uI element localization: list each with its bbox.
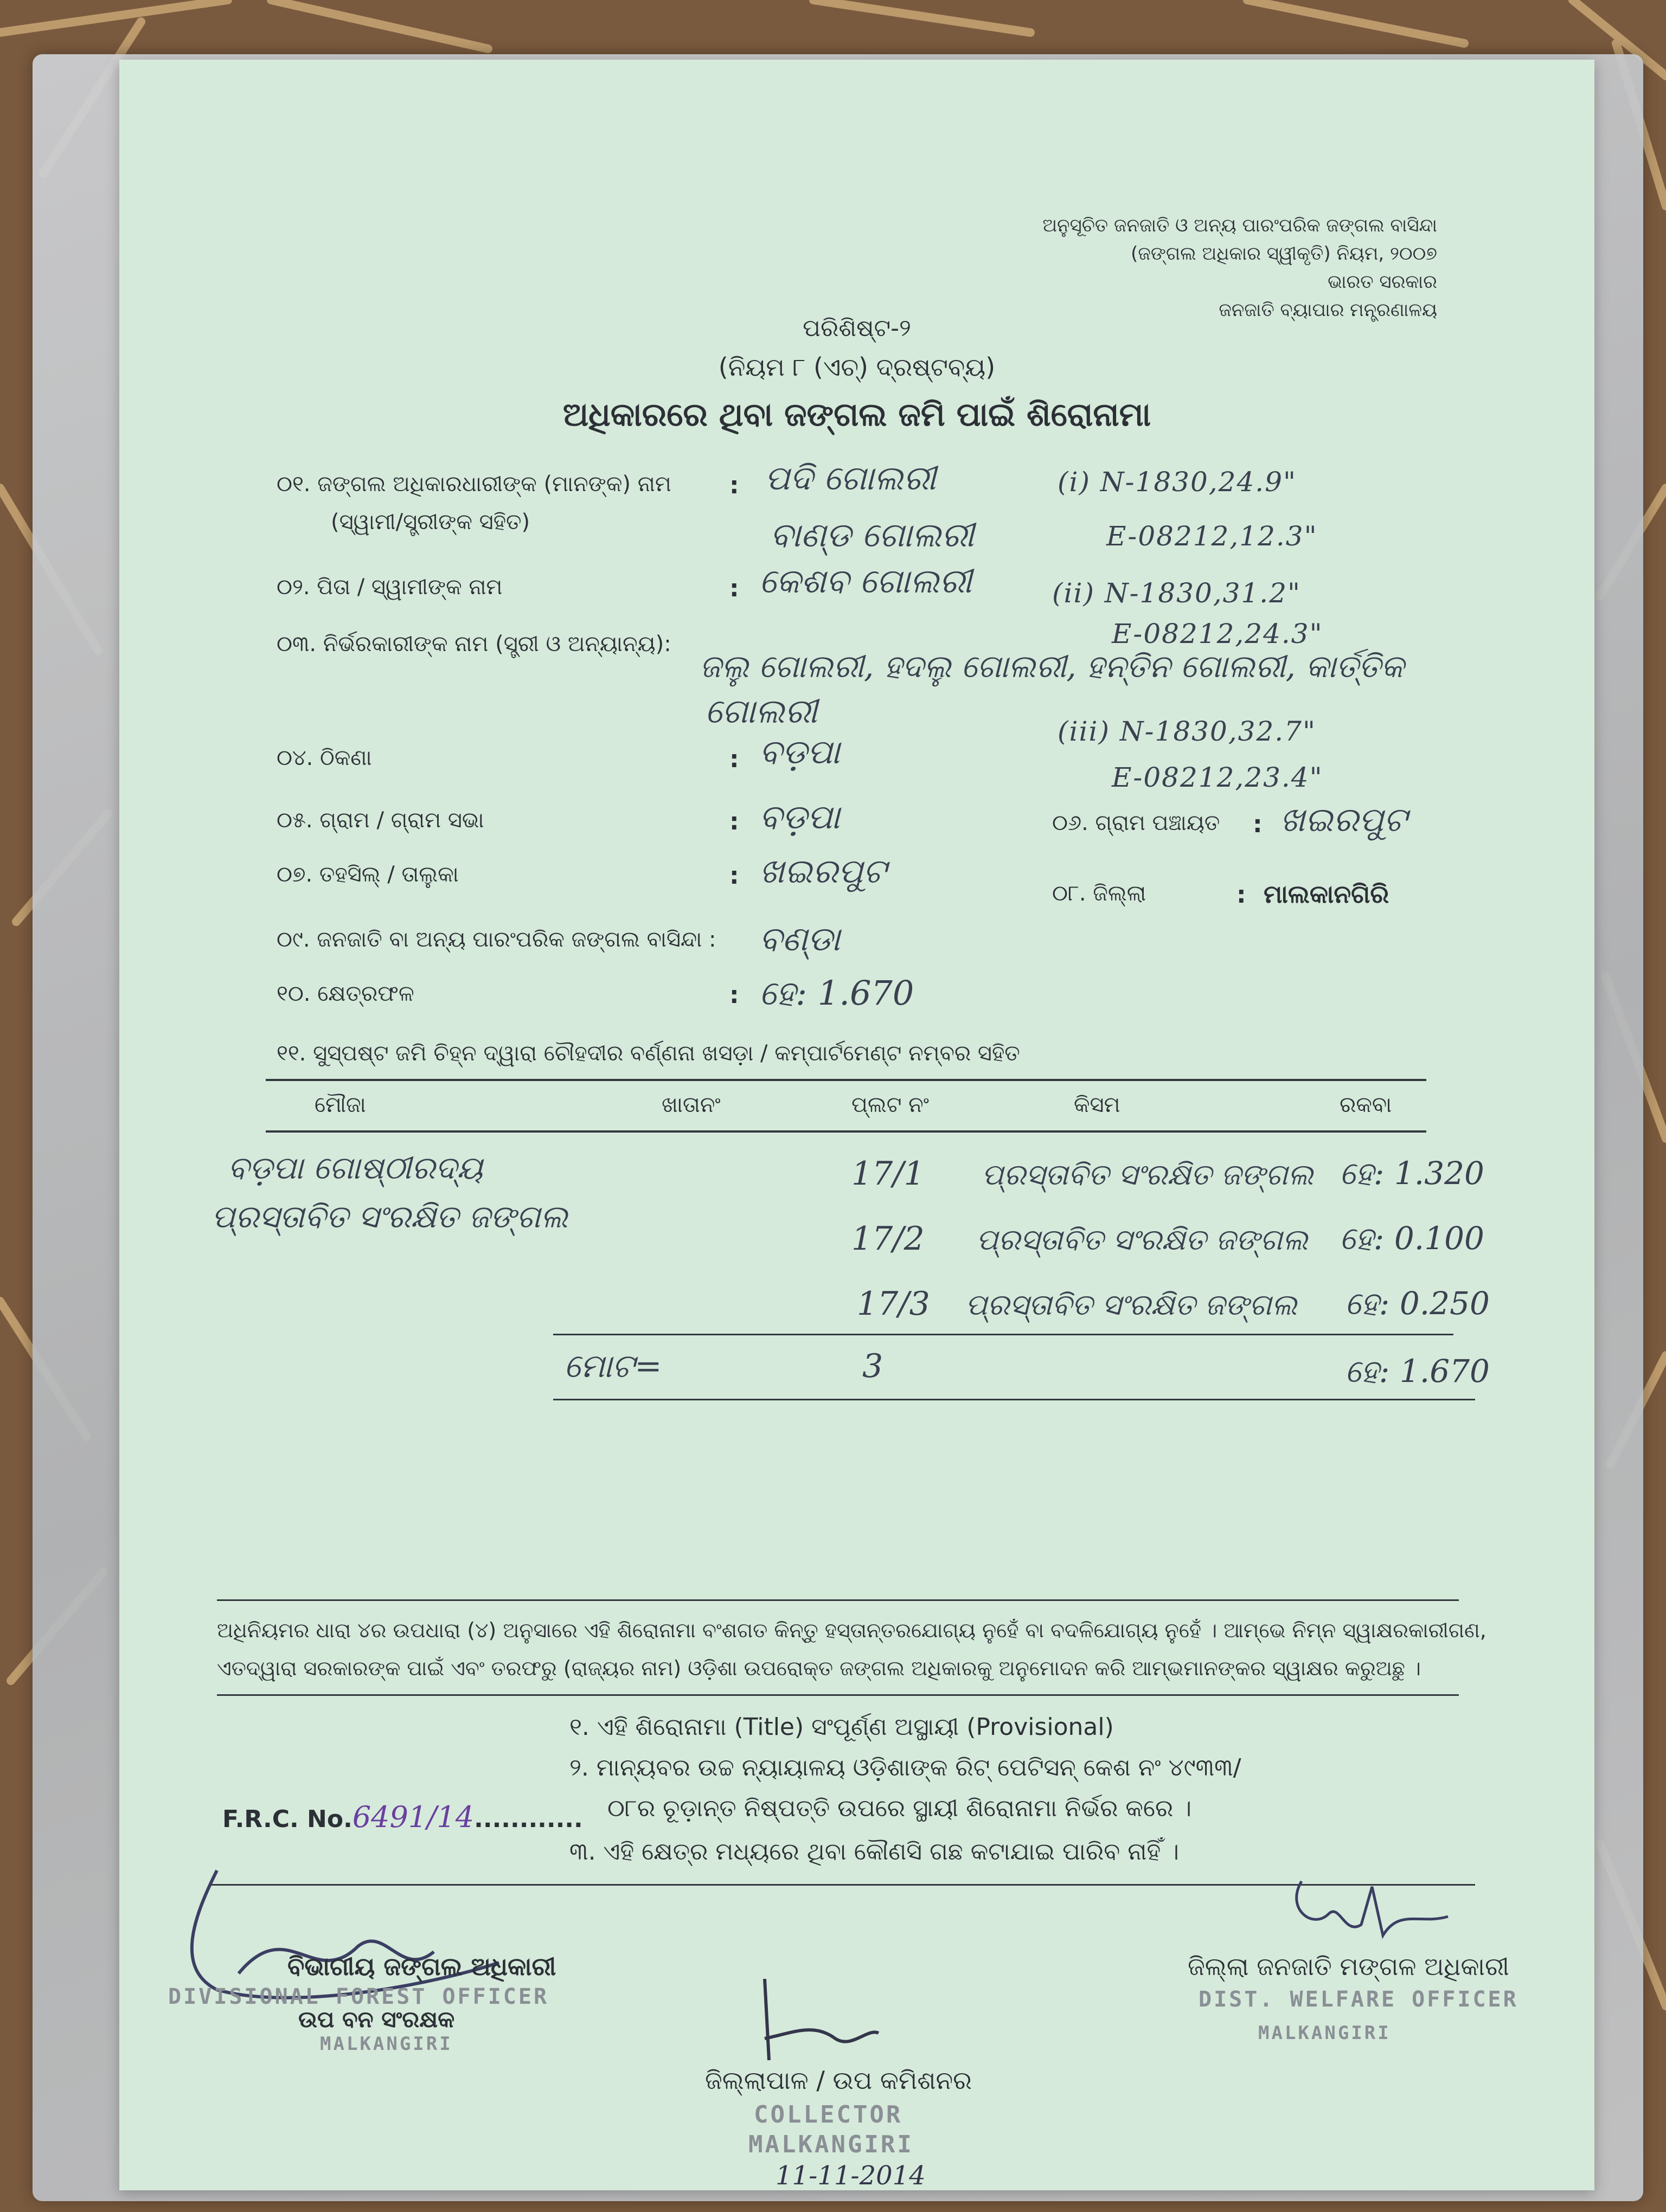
field-label-tehsil: ୦୭. ତହସିଲ୍ / ତାଲୁକା	[277, 862, 459, 887]
total-bottom-rule	[553, 1399, 1475, 1400]
table-header-mouza: ମୌଜା	[315, 1092, 366, 1117]
coord-n-2: (ii) N-1830,31.2"	[1052, 577, 1301, 609]
note-2: ୨. ମାନ୍ୟବର ଉଚ୍ଚ ନ୍ୟାୟାଳୟ ଓଡ଼ିଶାଙ୍କ ରିଟ୍ ପେଟିସନ୍ କେଶ ନଂ ୪୯୩୩/	[569, 1754, 1241, 1782]
signatory-left-title: ବିଭାଗୀୟ ଜଙ୍ଗଲ ଅଧିକାରୀ	[287, 1952, 556, 1981]
table-header-area: ରକବା	[1340, 1092, 1392, 1117]
table-top-rule	[266, 1079, 1426, 1081]
coord-n-1: (i) N-1830,24.9"	[1058, 466, 1297, 498]
act-name-line1: ଅନୁସୂଚିତ ଜନଜାତି ଓ ଅନ୍ୟ ପାରଂପରିକ ଜଙ୍ଗଲ ବାସିନ୍ଦା	[1042, 215, 1437, 236]
field-value-dependents-2: ଗୋଲରୀ	[705, 691, 818, 731]
field-value-holder: ପଦି ଗୋଲରୀ	[765, 458, 937, 498]
stamp-left-2: MALKANGIRI	[320, 2033, 453, 2055]
field-label-community: ୦୯. ଜନଜାତି ବା ଅନ୍ୟ ପାରଂପରିକ ଜଙ୍ଗଲ ବାସିନ୍ଦା :	[277, 927, 716, 952]
colon: :	[729, 745, 739, 773]
table-row-area: ହେ: 0.250	[1345, 1285, 1490, 1322]
colon: :	[1236, 881, 1246, 909]
signature-date: 11-11-2014	[776, 2160, 926, 2191]
rule-reference: (ନିୟମ ୮ (ଏଚ୍) ଦ୍ରଷ୍ଟବ୍ୟ)	[718, 352, 996, 382]
stamp-right-2: MALKANGIRI	[1258, 2022, 1391, 2044]
table-header-plot: ପ୍ଲଟ ନଂ	[851, 1092, 929, 1117]
table-row-plot: 17/2	[851, 1220, 925, 1258]
frc-number-field	[222, 1800, 583, 1834]
act-name-line2: (ଜଙ୍ଗଲ ଅଧିକାର ସ୍ୱୀକୃତି) ନିୟମ, ୨୦୦୭	[1131, 243, 1437, 265]
colon: :	[729, 808, 739, 835]
field-value-address: ବଡ଼ପା	[759, 732, 840, 771]
table-header-kisam: କିସମ	[1074, 1092, 1120, 1117]
field-value-community: ବଣ୍ଡା	[759, 919, 841, 959]
coord-e-3: E-08212,23.4"	[1112, 762, 1323, 793]
declaration-top-rule	[217, 1599, 1459, 1601]
note-2-cont: ୦୮ର ଚୂଡ଼ାନ୍ତ ନିଷ୍ପତ୍ତି ଉପରେ ସ୍ଥାୟୀ ଶିରୋନାମା ନିର୍ଭର କରେ ।	[607, 1795, 1192, 1822]
table-header-rule	[266, 1130, 1426, 1133]
table-header-khata: ଖାତାନଂ	[662, 1092, 721, 1117]
stamp-center: COLLECTOR	[754, 2101, 903, 2129]
table-total-area: ହେ: 1.670	[1345, 1353, 1490, 1390]
government-name: ଭାରତ ସରକାର	[1328, 271, 1437, 293]
table-row-area: ହେ: 0.100	[1340, 1220, 1484, 1257]
field-label-dependents: ୦୩. ନିର୍ଭରକାରୀଙ୍କ ନାମ (ସ୍ତ୍ରୀ ଓ ଅନ୍ୟାନ୍ୟ):	[277, 632, 671, 657]
signatory-left-subtitle: ଉପ ବନ ସଂରକ୍ଷକ	[298, 2006, 455, 2033]
act-header-block	[1042, 211, 1437, 324]
note-1: ୧. ଏହି ଶିରୋନାମା (Title) ସଂପୂର୍ଣ୍ଣ ଅସ୍ଥାୟୀ (Provisional)	[569, 1713, 1114, 1741]
field-value-tehsil: ଖଇରପୁଟ	[759, 851, 887, 891]
stamp-left: DIVISIONAL FOREST OFFICER	[168, 1984, 549, 2009]
field-label-panchayat: ୦୬. ଗ୍ରାମ ପଞ୍ଚାୟତ	[1052, 811, 1220, 835]
field-label-village: ୦୫. ଗ୍ରାମ / ଗ୍ରାମ ସଭା	[277, 808, 484, 833]
table-row-kisam: ପ୍ରସ୍ତାବିତ ସଂରକ୍ଷିତ ଜଙ୍ଗଲ	[982, 1158, 1313, 1192]
table-total-count: 3	[862, 1347, 883, 1385]
colon: :	[729, 862, 739, 890]
colon: :	[729, 472, 739, 499]
frc-label: F.R.C. No.	[222, 1805, 353, 1833]
table-total-label: ମୋଟ=	[564, 1347, 662, 1385]
table-mouza-line2: ପ୍ରସ୍ତାବିତ ସଂରକ୍ଷିତ ଜଙ୍ଗଲ	[212, 1198, 568, 1235]
field-label-address: ୦୪. ଠିକଣା	[277, 745, 372, 770]
field-label-area: ୧୦. କ୍ଷେତ୍ରଫଳ	[277, 981, 414, 1006]
coord-n-3: (iii) N-1830,32.7"	[1058, 716, 1316, 747]
declaration-bottom-rule	[217, 1694, 1459, 1696]
table-row-kisam: ପ୍ରସ୍ତାବିତ ସଂରକ୍ଷିତ ଜଙ୍ଗଲ	[976, 1223, 1308, 1257]
colon: :	[729, 575, 739, 602]
annexure-label: ପରିଶିଷ୍ଟ-୨	[803, 314, 911, 342]
field-label-district: ୦୮. ଜିଲ୍ଲା	[1052, 881, 1146, 906]
table-mouza-line1: ବଡ଼ପା ଗୋଷ୍ଠୀରଦ୍ୟ	[228, 1149, 483, 1186]
signatory-center-title: ଜିଲ୍ଲାପାଳ / ଉପ କମିଶନର	[705, 2066, 972, 2095]
document-title: ଅଧିକାରରେ ଥିବା ଜଙ୍ଗଲ ଜମି ପାଇଁ ଶିରୋନାମା	[562, 396, 1151, 434]
table-row-plot: 17/1	[851, 1155, 925, 1193]
title-document	[119, 60, 1594, 2190]
declaration-line1: ଅଧିନିୟମର ଧାରା ୪ର ଉପଧାରା (୪) ଅନୁସାରେ ଏହି ଶିରୋନାମା ବଂଶଗତ କିନ୍ତୁ ହସ୍ତାନ୍ତରଯୋଗ୍ୟ ନୁହେଁ ବା ବଦଳିଯୋଗ୍ୟ ନୁହେଁ । ଆମ୍ଭେ ନିମ୍ନ ସ୍ୱାକ୍ଷରକାରୀଗଣ,	[217, 1618, 1486, 1642]
field-value-district: ମାଲକାନଗିରି	[1264, 879, 1389, 909]
total-top-rule	[553, 1334, 1453, 1335]
boundary-description-label: ୧୧. ସୁସ୍ପଷ୍ଟ ଜମି ଚିହ୍ନ ଦ୍ୱାରା ଚୌହଦୀର ବର୍ଣ୍ଣନା ଖସଡ଼ା / କମ୍ପାର୍ଟମେଣ୍ଟ ନମ୍ବର ସହିତ	[277, 1041, 1020, 1066]
colon: :	[1253, 811, 1263, 838]
stamp-right: DIST. WELFARE OFFICER	[1199, 1987, 1518, 2012]
stamp-center-2: MALKANGIRI	[748, 2131, 914, 2158]
field-value-dependents: ଜଲୁ ଗୋଲରୀ, ହଦଲୁ ଗୋଲରୀ, ହନ୍ତିନ ଗୋଲରୀ, କାର୍ତ୍ତିକ	[700, 648, 1405, 685]
coord-e-1: E-08212,12.3"	[1106, 520, 1318, 552]
ministry-name: ଜନଜାତି ବ୍ୟାପାର ମନ୍ତ୍ରଣାଳୟ	[1219, 299, 1437, 321]
field-label-father: ୦୨. ପିତା / ସ୍ୱାମୀଙ୍କ ନାମ	[277, 575, 503, 600]
field-value-village: ବଡ଼ପା	[759, 797, 840, 837]
field-value-father: କେଶବ ଗୋଲରୀ	[759, 561, 972, 601]
signatory-right-title: ଜିଲ୍ଲା ଜନଜାତି ମଙ୍ଗଳ ଅଧିକାରୀ	[1188, 1952, 1509, 1981]
field-label-holder: ୦୧. ଜଙ୍ଗଲ ଅଧିକାରଧାରୀଙ୍କ (ମାନଙ୍କ) ନାମ	[277, 472, 671, 497]
note-3: ୩. ଏହି କ୍ଷେତ୍ର ମଧ୍ୟରେ ଥିବା କୌଣସି ଗଛ କଟାଯାଇ ପାରିବ ନାହିଁ ।	[569, 1838, 1180, 1866]
right-signature	[1280, 1865, 1475, 1957]
table-row-plot: 17/3	[857, 1285, 930, 1323]
field-label-holder-sub: (ସ୍ୱାମୀ/ସ୍ତ୍ରୀଙ୍କ ସହିତ)	[331, 510, 530, 535]
frc-number: 6491/14	[352, 1800, 475, 1834]
declaration-line2: ଏତଦ୍ୱାରା ସରକାରଙ୍କ ପାଇଁ ଏବଂ ତରଫରୁ (ରାଜ୍ୟର ନାମ) ଓଡ଼ିଶା ଉପରୋକ୍ତ ଜଙ୍ଗଲ ଅଧିକାରକୁ ଅନୁମୋଦନ କରି ଆମ୍ଭମାନଙ୍କର ସ୍ୱାକ୍ଷର କରୁଅଛୁ ।	[217, 1656, 1421, 1680]
table-row-area: ହେ: 1.320	[1340, 1155, 1484, 1192]
frc-dots: ............	[474, 1805, 583, 1833]
field-value-panchayat: ଖଇରପୁଟ	[1280, 800, 1407, 839]
field-value-holder-2: ବାଣ୍ଡ ଗୋଲରୀ	[770, 515, 975, 555]
colon: :	[729, 981, 739, 1009]
coord-e-2: E-08212,24.3"	[1112, 618, 1323, 650]
field-value-area: ହେ: 1.670	[759, 973, 914, 1013]
table-row-kisam: ପ୍ରସ୍ତାବିତ ସଂରକ୍ଷିତ ଜଙ୍ଗଲ	[965, 1288, 1297, 1322]
